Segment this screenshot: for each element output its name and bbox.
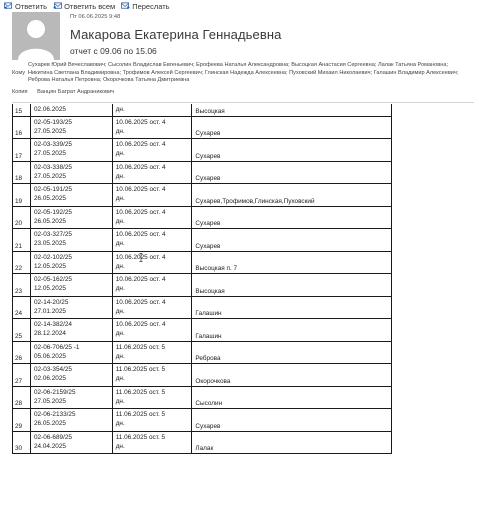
due-unit: дн. bbox=[115, 285, 125, 292]
due-cell bbox=[112, 274, 192, 297]
due-date: 10.06.2025 ост. 4 bbox=[115, 141, 166, 148]
assignee-cell: Сухарев bbox=[192, 139, 392, 162]
due-unit: дн. bbox=[115, 240, 125, 247]
reply-all-label: Ответить всем bbox=[64, 1, 116, 11]
table-row bbox=[13, 296, 392, 319]
sender-name[interactable]: Макарова Екатерина Геннадьевна bbox=[70, 27, 282, 42]
doc-cell bbox=[30, 341, 112, 364]
table-row bbox=[13, 184, 392, 207]
doc-number: 02-03-327/25 bbox=[33, 231, 72, 238]
doc-number: 02-03-354/25 bbox=[33, 366, 72, 373]
due-date: 10.06.2025 ост. 4 bbox=[115, 163, 166, 171]
due-unit: дн. bbox=[115, 195, 125, 202]
due-date: 10.06.2025 ост. 4 bbox=[115, 321, 166, 328]
due-date: 10.06.2025 ост. 4 bbox=[115, 276, 166, 283]
sent-date: Пт 06.06.2025 9:48 bbox=[70, 14, 121, 20]
doc-cell bbox=[30, 251, 112, 274]
due-cell bbox=[112, 364, 192, 387]
doc-number: 02-06-2159/25 bbox=[33, 388, 76, 396]
table-row bbox=[13, 409, 392, 432]
doc-cell bbox=[30, 409, 112, 432]
forward-label: Переслать bbox=[132, 1, 170, 11]
doc-cell bbox=[30, 206, 112, 229]
table-row bbox=[13, 229, 392, 252]
table-row-partial bbox=[13, 104, 392, 116]
to-list[interactable]: Сухарев Юрий Вячеславович; Сысолин Владислав Евгеньевич; Ерофеева Наталья Александровна; Высоцкая Анастасия Сергеевна; Лалак Татьяна Романовна; Никитина Светлана Владимировна; Трофимов Алексей Сергеевич; Глинская Надежда Алексеевна; Пуховский Михаил Николаевич; Галашин Владимир Алексеевич; Реброва Наталья Петровна; Окорочкова Татьяна Дмитриевна bbox=[28, 62, 459, 84]
table-row bbox=[13, 139, 392, 162]
due-date: 10.06.2025 ост. 4 bbox=[115, 208, 166, 216]
due-unit: дн. bbox=[115, 262, 125, 270]
row-number: 15 bbox=[13, 104, 31, 116]
doc-cell bbox=[30, 296, 112, 319]
row-number: 30 bbox=[13, 431, 31, 454]
doc-date: 27.05.2025 bbox=[33, 397, 66, 405]
doc-cell bbox=[30, 139, 112, 162]
row-number: 29 bbox=[13, 409, 31, 432]
assignee-cell: Сухарев bbox=[192, 161, 392, 184]
doc-number: 02-05-191/25 bbox=[33, 186, 72, 193]
doc-date: 12.05.2025 bbox=[33, 285, 66, 292]
row-number: 18 bbox=[13, 161, 31, 184]
due-cell bbox=[112, 116, 192, 139]
row-number: 27 bbox=[13, 364, 31, 387]
message-toolbar bbox=[4, 1, 170, 11]
due-cell bbox=[112, 341, 192, 364]
doc-date: 26.05.2025 bbox=[33, 195, 66, 202]
due-unit: дн. bbox=[115, 150, 125, 157]
table-row bbox=[13, 274, 392, 297]
due-cell bbox=[112, 229, 192, 252]
due-unit: дн. bbox=[115, 307, 125, 315]
doc-number: 02-05-193/25 bbox=[33, 118, 72, 126]
table-row bbox=[13, 364, 392, 387]
subject: отчет с 09.06 по 15.06 bbox=[70, 46, 157, 56]
forward-icon bbox=[121, 2, 130, 10]
to-recipients bbox=[12, 62, 474, 85]
doc-cell bbox=[30, 431, 112, 454]
doc-cell bbox=[30, 229, 112, 252]
due-date: 11.06.2025 ост. 5 bbox=[115, 433, 166, 441]
doc-cell bbox=[30, 161, 112, 184]
due-date: 10.06.2025 ост. 4 bbox=[115, 253, 166, 261]
row-number: 16 bbox=[13, 116, 31, 139]
row-number: 17 bbox=[13, 139, 31, 162]
assignee-cell: Реброва bbox=[192, 341, 392, 364]
assignee-cell: Высоцкая bbox=[192, 274, 392, 297]
doc-cell bbox=[30, 274, 112, 297]
doc-number: 02-05-192/25 bbox=[33, 208, 72, 216]
message-body bbox=[12, 104, 392, 496]
row-number: 25 bbox=[13, 319, 31, 342]
doc-number: 02-06-706/25 -1 bbox=[33, 343, 80, 351]
doc-date: 26.05.2025 bbox=[33, 420, 66, 427]
due-cell bbox=[112, 206, 192, 229]
assignee-cell: Высоцкая bbox=[192, 104, 392, 116]
doc-date: 28.12.2024 bbox=[33, 330, 66, 337]
due-unit: дн. bbox=[115, 397, 125, 405]
due-unit: дн. bbox=[115, 217, 125, 225]
due-cell bbox=[112, 139, 192, 162]
doc-date: 26.05.2025 bbox=[33, 217, 66, 225]
doc-date: 12.05.2025 bbox=[33, 262, 66, 270]
avatar bbox=[12, 12, 60, 60]
doc-cell bbox=[30, 319, 112, 342]
assignee-cell: Сухарев bbox=[192, 409, 392, 432]
doc-date: 23.05.2025 bbox=[33, 240, 66, 247]
doc-date: 27.01.2025 bbox=[33, 307, 66, 315]
assignee-cell: Лалак bbox=[192, 431, 392, 454]
due-cell: дн. bbox=[112, 104, 192, 116]
doc-number: 02-14-20/25 bbox=[33, 298, 69, 306]
doc-cell bbox=[30, 184, 112, 207]
row-number: 20 bbox=[13, 206, 31, 229]
assignee-cell: Сысолин bbox=[192, 386, 392, 409]
table-row bbox=[13, 341, 392, 364]
due-cell bbox=[112, 184, 192, 207]
due-date: 10.06.2025 ост. 4 bbox=[115, 118, 166, 126]
message-header bbox=[6, 12, 476, 62]
assignee-cell: Сухарев bbox=[192, 116, 392, 139]
row-number: 26 bbox=[13, 341, 31, 364]
doc-cell bbox=[30, 386, 112, 409]
doc-date: 24.04.2025 bbox=[33, 442, 66, 450]
header-divider bbox=[12, 102, 474, 103]
forward-button[interactable] bbox=[121, 2, 169, 11]
doc-cell bbox=[30, 364, 112, 387]
table-row bbox=[13, 116, 392, 139]
reply-all-icon bbox=[53, 2, 62, 10]
doc-number: 02-05-162/25 bbox=[33, 276, 72, 283]
avatar-icon bbox=[12, 12, 60, 60]
due-cell bbox=[112, 319, 192, 342]
cc-recipients bbox=[12, 89, 114, 95]
due-date: 11.06.2025 ост. 5 bbox=[115, 366, 166, 373]
row-number: 21 bbox=[13, 229, 31, 252]
to-label: Кому bbox=[12, 70, 26, 76]
due-date: 11.06.2025 ост. 5 bbox=[115, 343, 166, 351]
reply-icon bbox=[4, 2, 13, 10]
due-cell bbox=[112, 386, 192, 409]
assignee-cell: Галашин bbox=[192, 319, 392, 342]
due-cell bbox=[112, 161, 192, 184]
due-date: 10.06.2025 ост. 4 bbox=[115, 186, 166, 193]
assignee-cell: Сухарев,Трофимов,Глинская,Пуховский bbox=[192, 184, 392, 207]
report-table bbox=[12, 104, 392, 454]
due-unit: дн. bbox=[115, 375, 125, 382]
assignee-cell: Сухарев bbox=[192, 229, 392, 252]
due-unit: дн. bbox=[115, 420, 125, 427]
doc-number: 02-06-689/25 bbox=[33, 433, 72, 441]
reply-button[interactable] bbox=[4, 2, 47, 11]
doc-cell: 02.06.2025 bbox=[30, 104, 112, 116]
cc-list[interactable]: Ванцян Баграт Андраникович bbox=[37, 89, 115, 95]
row-number: 28 bbox=[13, 386, 31, 409]
doc-date: 02.06.2025 bbox=[33, 375, 66, 382]
doc-date: 27.05.2025 bbox=[33, 127, 66, 135]
assignee-cell: Окорочкова bbox=[192, 364, 392, 387]
doc-date: 27.05.2025 bbox=[33, 172, 66, 180]
due-date: 10.06.2025 ост. 4 bbox=[115, 298, 166, 306]
assignee-cell: Высоцкая п. 7 bbox=[192, 251, 392, 274]
due-unit: дн. bbox=[115, 330, 125, 337]
doc-date: 27.05.2025 bbox=[33, 150, 66, 157]
row-number: 19 bbox=[13, 184, 31, 207]
doc-cell bbox=[30, 116, 112, 139]
cc-label: Копия bbox=[12, 89, 28, 95]
due-unit: дн. bbox=[115, 127, 125, 135]
table-row bbox=[13, 206, 392, 229]
due-cell bbox=[112, 431, 192, 454]
row-number: 24 bbox=[13, 296, 31, 319]
doc-number: 02-02-102/25 bbox=[33, 253, 72, 261]
table-row bbox=[13, 161, 392, 184]
doc-number: 02-03-338/25 bbox=[33, 163, 72, 171]
table-row bbox=[13, 319, 392, 342]
due-date: 10.06.2025 ост. 4 bbox=[115, 231, 166, 238]
due-unit: дн. bbox=[115, 442, 125, 450]
text-cursor-icon bbox=[139, 253, 143, 262]
doc-date: 05.06.2025 bbox=[33, 352, 66, 360]
due-unit: дн. bbox=[115, 352, 125, 360]
due-date: 11.06.2025 ост. 5 bbox=[115, 411, 166, 418]
doc-number: 02-06-2133/25 bbox=[33, 411, 76, 418]
reply-all-button[interactable] bbox=[53, 2, 115, 11]
due-cell bbox=[112, 296, 192, 319]
row-number: 23 bbox=[13, 274, 31, 297]
due-date: 11.06.2025 ост. 5 bbox=[115, 388, 166, 396]
due-cell bbox=[112, 251, 192, 274]
doc-number: 02-03-339/25 bbox=[33, 141, 72, 148]
doc-number: 02-14-382/24 bbox=[33, 321, 72, 328]
table-row bbox=[13, 251, 392, 274]
assignee-cell: Сухарев bbox=[192, 206, 392, 229]
row-number: 22 bbox=[13, 251, 31, 274]
reply-label: Ответить bbox=[15, 1, 48, 11]
table-row bbox=[13, 431, 392, 454]
due-cell bbox=[112, 409, 192, 432]
table-row bbox=[13, 386, 392, 409]
due-unit: дн. bbox=[115, 172, 125, 180]
assignee-cell: Галашин bbox=[192, 296, 392, 319]
